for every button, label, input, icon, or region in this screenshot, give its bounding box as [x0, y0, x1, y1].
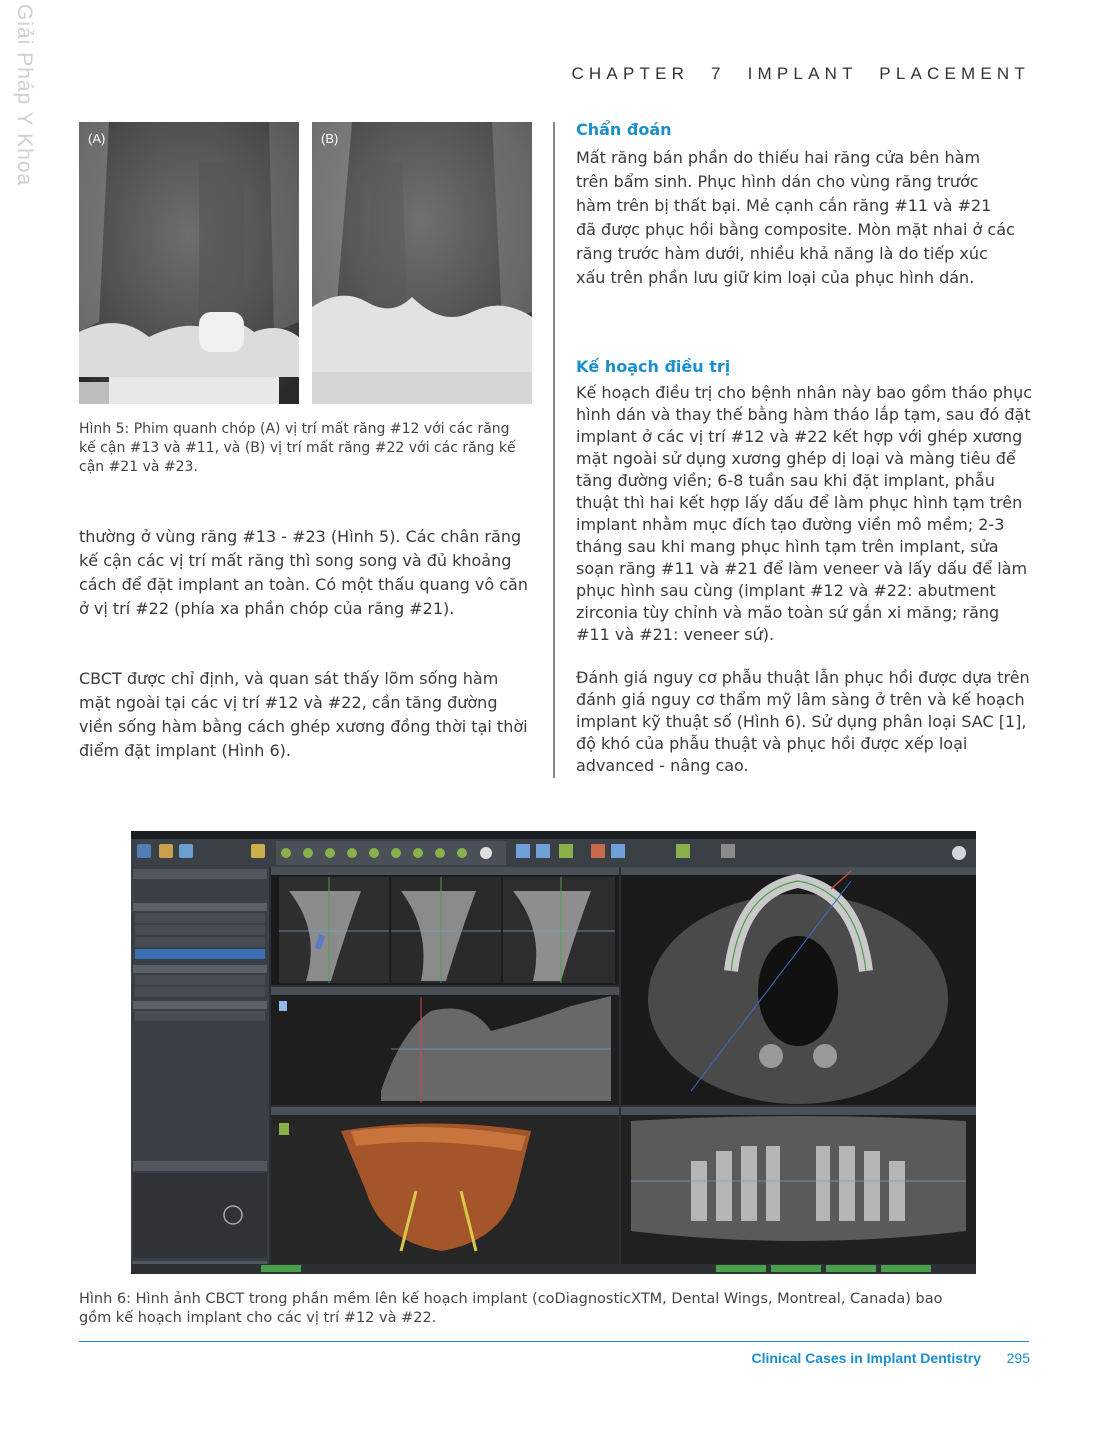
xray-image-a [79, 122, 299, 404]
diagnosis-paragraph: Mất răng bán phần do thiếu hai răng cửa bên hàm trên bẩm sinh. Phục hình dán cho vùng răng trước hàm trên bị thất bại. Mẻ cạnh cắn răng #11 và #21 đã được phục hồi bằng composite. Mòn mặt nhai ở các răng trước hàm dưới, nhiều khả năng là do tiếp xúc xấu trên phần lưu giữ kim loại của phục hình dán. [576, 148, 1015, 287]
heading-treatment-plan: Kế hoạch điều trị [576, 357, 731, 376]
figure6-caption: Hình 6: Hình ảnh CBCT trong phần mềm lên kế hoạch implant (coDiagnosticXTM, Dental Wings, Montreal, Canada) bao gồm kế hoạch implant cho các vị trí #12 và #22. [79, 1291, 943, 1326]
page-number: 295 [1006, 1350, 1030, 1366]
cbct-software-screenshot [131, 831, 976, 1274]
watermark: Giải Pháp Y Khoa [13, 4, 36, 187]
left-paragraph-1: thường ở vùng răng #13 - #23 (Hình 5). Các chân răng kế cận các vị trí mất răng thì song song và đủ khoảng cách để đặt implant an toàn. Có một thấu quang vô căn ở vị trí #22 (phía xa phần chóp của răng #21). [79, 527, 528, 618]
figure-label-b: (B) [321, 131, 339, 146]
footer-book-title: Clinical Cases in Implant Dentistry [751, 1350, 981, 1366]
xray-b-graphic [312, 122, 532, 404]
left-paragraph-2: CBCT được chỉ định, và quan sát thấy lõm sống hàm mặt ngoài tại các vị trí #12 và #22, cần tăng đường viền sống hàm bằng cách ghép xương đồng thời tại thời điểm đặt implant (Hình 6). [79, 669, 528, 760]
risk-paragraph: Đánh giá nguy cơ phẫu thuật lẫn phục hồi được dựa trên đánh giá nguy cơ thẩm mỹ lâm sàng ở trên và kế hoạch implant kỹ thuật số (Hình 6). Sử dụng phân loại SAC [1], độ khó của phẫu thuật và phục hồi được xếp loại advanced - nâng cao. [576, 668, 1030, 775]
treatment-plan-paragraph: Kế hoạch điều trị cho bệnh nhân này bao gồm tháo phục hình dán và thay thế bằng hàm tháo lắp tạm, sau đó đặt implant ở các vị trí #12 và #22 kết hợp với ghép xương mặt ngoài sử dụng xương ghép dị loại và màng tiêu để tăng đường viền; 6-8 tuần sau khi đặt implant, phẫu thuật thì hai kết hợp lấy dấu để làm phục hình tạm trên implant nhằm mục đích tạo đường viền mô mềm; 2-3 tháng sau khi mang phục hình tạm trên implant, sửa soạn răng #11 và #21 để làm veneer và lấy dấu để làm phục hình sau cùng (implant #12 và #22: abutment zirconia tùy chỉnh và mão toàn sứ gắn xi măng; răng #11 và #21: veneer sứ). [576, 383, 1033, 644]
column-divider [553, 122, 555, 778]
figure-label-a: (A) [88, 131, 106, 146]
running-head: CHAPTER 7 IMPLANT PLACEMENT [571, 64, 1030, 83]
cbct-graphic [131, 831, 976, 1274]
xray-image-b [312, 122, 532, 404]
figure5-caption: Hình 5: Phim quanh chóp (A) vị trí mất răng #12 với các răng kế cận #13 và #11, và (B) vị trí mất răng #22 với các răng kế cận #21 và #23. [79, 421, 516, 475]
footer-rule [79, 1341, 1029, 1342]
heading-diagnosis: Chẩn đoán [576, 120, 672, 139]
xray-a-graphic [79, 122, 299, 404]
